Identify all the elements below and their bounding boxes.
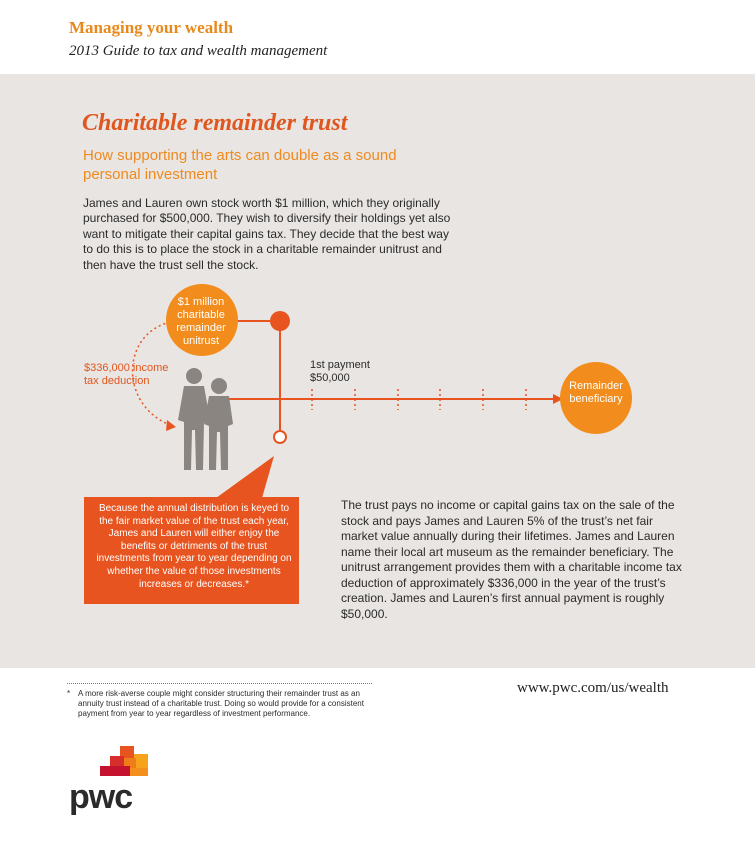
pwc-logo: pwc [69,778,133,816]
payment-source-circle [270,311,290,331]
trust-label [165,296,237,348]
callout-anchor-circle [274,431,286,443]
trust-label-line: remainder [176,322,226,334]
header-title: Managing your wealth [69,18,234,37]
beneficiary-label-line: Remainder [569,380,623,392]
body-paragraph: The trust pays no income or capital gains tax on the sale of the stock and pays James and Lauren 5% of the trust’s net fair market value annually during their lifetimes. James and Lauren name their local art museum as the remainder beneficiary. The unitrust arrangement provides them with a charitable income tax deduction of approximately $336,000 in the year of the trust’s creation. James and Lauren’s first annual payment is roughly $50,000. [341,498,682,621]
page-subtitle: How supporting the arts can double as a sound personal investment [83,147,397,183]
website-link[interactable]: www.pwc.com/us/wealth [517,680,669,696]
trust-label-line: unitrust [182,335,220,347]
deduction-arrow-head [166,420,176,431]
deduction-label-line: tax deduction [84,375,150,387]
beneficiary-label-line: beneficiary [569,393,623,405]
deduction-label-line: $336,000 income [84,362,169,374]
page-title: Charitable remainder trust [82,110,348,136]
header-subtitle: 2013 Guide to tax and wealth management [69,43,328,59]
couple-silhouette-icon [178,368,233,470]
footnote [67,689,377,719]
footnote-mark: * [67,689,71,698]
deduction-label [84,362,168,388]
pwc-logo-mark-icon [100,746,152,778]
trust-label-line: $1 million [177,296,225,308]
payment-label-line: $50,000 [310,372,350,384]
payment-label-line: 1st payment [310,359,370,371]
intro-paragraph: James and Lauren own stock worth $1 million, which they originally purchased for $500,000. They wish to diversify their holdings yet also want to mitigate their capital gains tax. They decide that the best way to do this is to place the stock in a charitable remainder unitrust and then have the trust sell the stock. [83,196,451,272]
callout-text: Because the annual distribution is keyed to the fair market value of the trust each year, James and Lauren will either enjoy the benefits or detriments of the trust investments from year to year depending on whether the value of those investments increases or decreases.* [96,503,292,590]
beneficiary-label [557,380,635,406]
footnote-divider [67,683,372,684]
payment-label [310,359,370,385]
trust-label-line: charitable [177,309,225,321]
footnote-text: A more risk-averse couple might consider structuring their remainder trust as an annuity trust instead of a charitable trust. Doing so would provide for a consistent payment from year to year regardless of investment performance. [78,689,364,718]
